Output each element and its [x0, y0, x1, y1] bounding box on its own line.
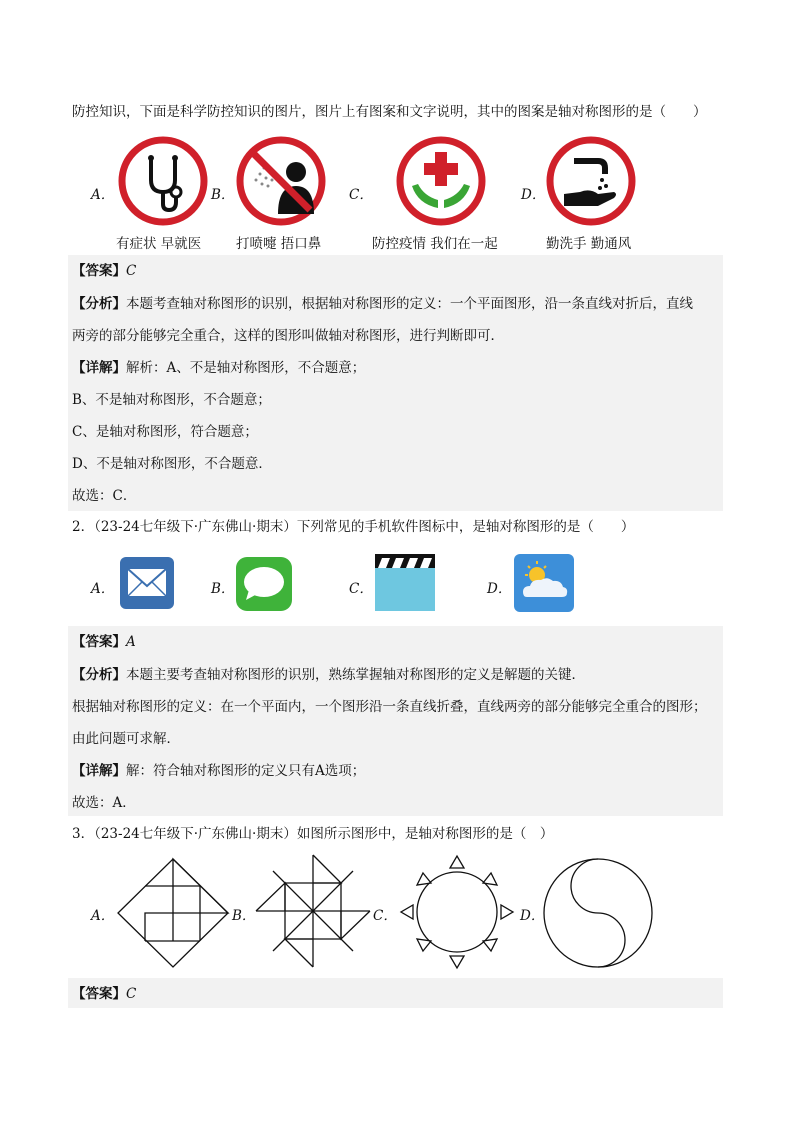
stethoscope-icon: [118, 136, 208, 226]
windmill-icon: [253, 852, 373, 970]
q2-detail-line-1: 【详解】解：符合轴对称图形的定义只有A选项；: [72, 763, 366, 779]
q1-detail-line-2: B、不是轴对称图形，不合题意；: [72, 392, 271, 408]
q2-option-b-label: B．: [211, 581, 235, 597]
q2-stem: 2．（23-24七年级下·广东佛山·期末）下列常见的手机软件图标中，是轴对称图形的是（ ）: [72, 519, 635, 535]
q1-analysis-line-1: 【分析】本题考查轴对称图形的识别，根据轴对称图形的定义：一个平面图形，沿一条直线对折后，直线: [72, 296, 693, 312]
yin-yang-icon: [542, 857, 654, 969]
q1-option-b-label: B．: [211, 187, 235, 203]
q3-option-a-label: A．: [91, 908, 115, 924]
q3-option-c-label: C．: [373, 908, 397, 924]
no-sneeze-icon: [236, 136, 326, 226]
q2-answer-box: [68, 626, 723, 816]
square-pinwheel-icon: [116, 857, 230, 969]
q1-detail-line-3: C、是轴对称图形，符合题意；: [72, 424, 258, 440]
message-app-icon: [235, 556, 293, 612]
weather-app-icon: [513, 553, 575, 613]
red-cross-hands-icon: [396, 136, 486, 226]
q2-option-c-label: C．: [349, 581, 373, 597]
q2-analysis-line-2: 根据轴对称图形的定义：在一个平面内，一个图形沿一条直线折叠，直线两旁的部分能够完全重合的图形；: [72, 699, 707, 715]
q3-stem: 3．（23-24七年级下·广东佛山·期末）如图所示图形中，是轴对称图形的是（ ）: [72, 826, 554, 842]
video-app-icon: [374, 552, 436, 612]
q3-option-d-label: D．: [520, 908, 545, 924]
q2-option-d-label: D．: [487, 581, 512, 597]
q1-stem: 防控知识，下面是科学防控知识的图片，图片上有图案和文字说明，其中的图案是轴对称图形的是（ ）: [72, 104, 707, 120]
q1-detail-line-4: D、不是轴对称图形，不合题意．: [72, 456, 272, 472]
handwash-icon: [546, 136, 636, 226]
q3-option-b-label: B．: [232, 908, 256, 924]
sun-icon: [395, 853, 519, 971]
q3-answer-box: [68, 978, 723, 1008]
q1-option-d-label: D．: [521, 187, 546, 203]
q3-answer: 【答案】C: [72, 986, 137, 1002]
q1-answer: 【答案】C: [72, 263, 137, 279]
q1-conclusion: 故选：C．: [72, 488, 137, 504]
q2-option-a-label: A．: [91, 581, 115, 597]
q2-analysis-line-1: 【分析】本题主要考查轴对称图形的识别，熟练掌握轴对称图形的定义是解题的关键．: [72, 667, 585, 683]
q1-analysis-line-2: 两旁的部分能够完全重合，这样的图形叫做轴对称图形，进行判断即可．: [72, 328, 504, 344]
q1-option-b-caption: 打喷嚏 捂口鼻: [236, 236, 322, 252]
mail-app-icon: [119, 556, 175, 610]
q1-option-c-label: C．: [349, 187, 373, 203]
q1-detail-line-1: 【详解】解析：A、不是轴对称图形，不合题意；: [72, 360, 366, 376]
q1-option-d-caption: 勤洗手 勤通风: [546, 236, 632, 252]
q1-option-a-label: A．: [91, 187, 115, 203]
q2-answer: 【答案】A: [72, 634, 136, 650]
q2-analysis-line-3: 由此问题可求解．: [72, 731, 180, 747]
q2-conclusion: 故选：A．: [72, 795, 136, 811]
q1-option-a-caption: 有症状 早就医: [116, 236, 202, 252]
q1-option-c-caption: 防控疫情 我们在一起: [372, 236, 498, 252]
